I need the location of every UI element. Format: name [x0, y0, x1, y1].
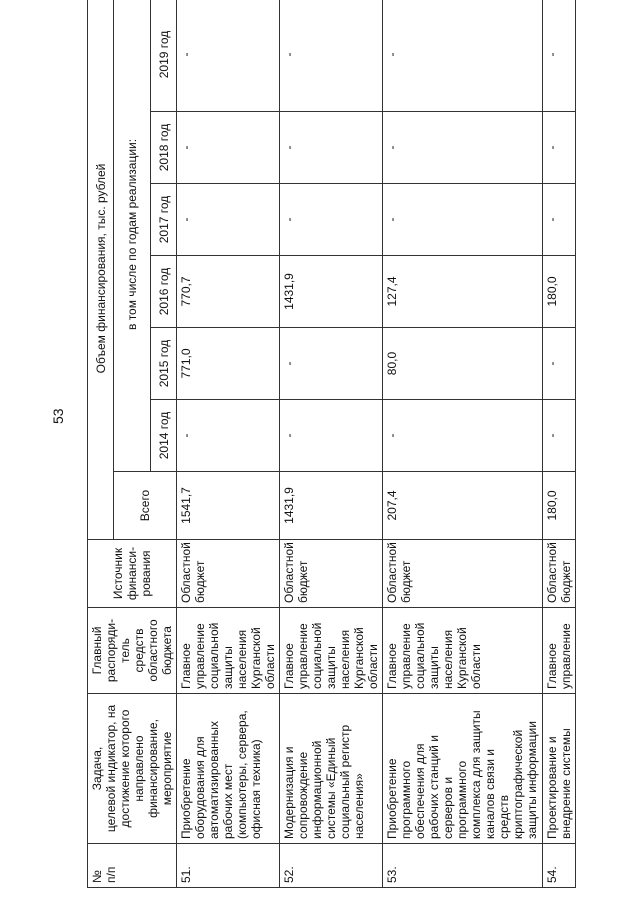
year-cell: 180,0 — [543, 256, 576, 328]
manager-cell: Главное управление социальной защиты населения Курганской области — [177, 608, 280, 694]
header-task: Задача, целевой индикатор, на достижение которого направлено финансирование, мероприятие — [88, 694, 177, 844]
source-cell: Областной бюджет — [177, 540, 280, 608]
row-number: 52. — [280, 844, 383, 888]
source-cell: Областной бюджет — [383, 540, 543, 608]
row-number: 53. — [383, 844, 543, 888]
year-cell: 770,7 — [177, 256, 280, 328]
header-total: Всего — [114, 472, 177, 540]
year-cell: - — [383, 112, 543, 184]
year-cell: - — [543, 0, 576, 112]
header-year-2017: 2017 год — [151, 184, 177, 256]
table-row — [177, 0, 280, 888]
task-cell: Проектирование и внедрение системы — [543, 694, 576, 844]
row-number: 51. — [177, 844, 280, 888]
year-cell: - — [543, 400, 576, 472]
header-manager: Главный распоряди- тель средств областного бюджета — [88, 608, 177, 694]
year-cell: - — [383, 400, 543, 472]
header-year-2019: 2019 год — [151, 0, 177, 112]
header-row-1 — [88, 0, 114, 888]
year-cell: 127,4 — [383, 256, 543, 328]
task-cell: Модернизация и сопровождение информационной системы «Единый социальный регистр населения» — [280, 694, 383, 844]
year-cell: - — [280, 184, 383, 256]
total-cell: 180,0 — [543, 472, 576, 540]
total-cell: 1541,7 — [177, 472, 280, 540]
header-number: № п/п — [88, 844, 177, 888]
total-cell: 1431,9 — [280, 472, 383, 540]
year-cell: - — [543, 112, 576, 184]
year-cell: - — [177, 184, 280, 256]
year-cell: - — [543, 328, 576, 400]
source-cell: Областной бюджет — [280, 540, 383, 608]
header-volume: Объем финансирования, тыс. рублей — [88, 0, 114, 540]
year-cell: - — [280, 0, 383, 112]
header-by-years: в том числе по годам реализации: — [114, 0, 151, 472]
manager-cell: Главное управление — [543, 608, 576, 694]
year-cell: - — [383, 184, 543, 256]
manager-cell: Главное управление социальной защиты населения Курганской области — [383, 608, 543, 694]
header-source: Источник финанси- рования — [88, 540, 177, 608]
year-cell: 771,0 — [177, 328, 280, 400]
year-cell: - — [543, 184, 576, 256]
header-year-2016: 2016 год — [151, 256, 177, 328]
rotated-table-container — [87, 30, 573, 888]
table-row — [280, 0, 383, 888]
year-cell: - — [280, 400, 383, 472]
task-cell: Приобретение программного обеспечения для рабочих станций и серверов и программного комплекса для защиты каналов связи и средств криптографической защиты информации — [383, 694, 543, 844]
year-cell: - — [280, 112, 383, 184]
header-year-2014: 2014 год — [151, 400, 177, 472]
year-cell: 80,0 — [383, 328, 543, 400]
row-number: 54. — [543, 844, 576, 888]
year-cell: - — [177, 112, 280, 184]
table-row — [383, 0, 543, 888]
year-cell: - — [383, 0, 543, 112]
header-year-2018: 2018 год — [151, 112, 177, 184]
page-number: 53 — [50, 408, 66, 424]
source-cell: Областной бюджет — [543, 540, 576, 608]
funding-table — [87, 0, 576, 888]
total-cell: 207,4 — [383, 472, 543, 540]
year-cell: - — [280, 328, 383, 400]
task-cell: Приобретение оборудования для автоматизированных рабочих мест (компьютеры, сервера, офисная техника) — [177, 694, 280, 844]
table-row — [543, 0, 576, 888]
year-cell: - — [177, 400, 280, 472]
header-year-2015: 2015 год — [151, 328, 177, 400]
year-cell: 1431,9 — [280, 256, 383, 328]
manager-cell: Главное управление социальной защиты населения Курганской области — [280, 608, 383, 694]
year-cell: - — [177, 0, 280, 112]
